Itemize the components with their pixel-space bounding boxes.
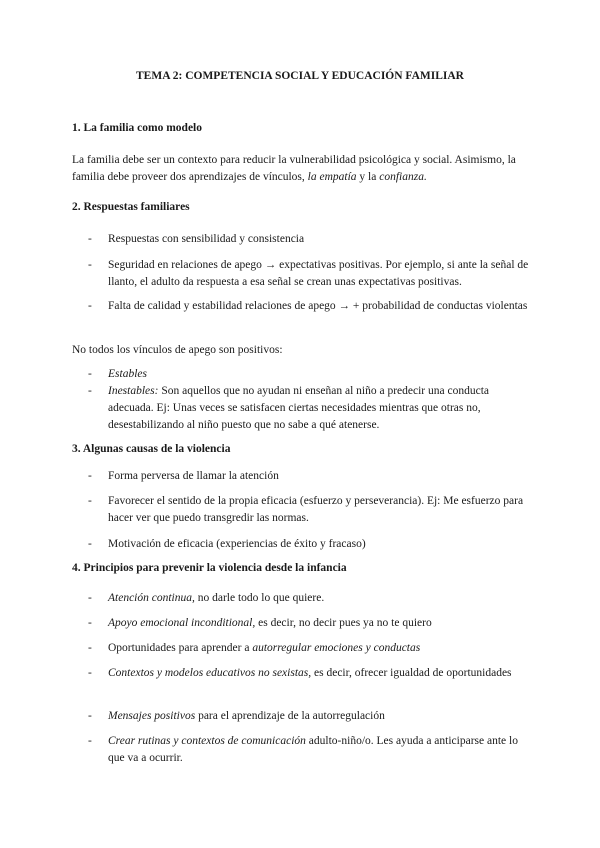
list-item-text: [108, 708, 533, 725]
list-item: [88, 366, 533, 383]
list-item: [88, 640, 533, 657]
bullet-dash: -: [88, 495, 92, 507]
estables-emphasis: Estables: [108, 368, 147, 380]
attachment-note: No todos los vínculos de apego son positivos:: [72, 344, 283, 356]
section-1-paragraph: [72, 152, 532, 186]
section-1-connector: y la: [356, 171, 380, 183]
list-item: [88, 231, 533, 248]
principle-emphasis: Apoyo emocional inconditional,: [108, 617, 256, 629]
section-3-heading: 3. Algunas causas de la violencia: [72, 443, 231, 455]
list-item: [88, 298, 533, 315]
list-item: [88, 665, 533, 682]
list-item-text: Seguridad en relaciones de apego → expectativas positivas. Por ejemplo, si ante la señal de llanto, el adulto da respuesta a esa señal se crean unas expectativas positivas.: [108, 259, 529, 288]
principle-emphasis: autorregular emociones y conductas: [252, 642, 421, 654]
list-item-text: [108, 615, 533, 632]
bullet-dash: -: [88, 642, 92, 654]
principle-text: es decir, no decir pues ya no te quiero: [255, 617, 432, 629]
list-item-text: Favorecer el sentido de la propia eficacia (esfuerzo y perseverancia). Ej: Me esfuerzo para hacer ver que puedo transgredir las normas.: [108, 495, 524, 524]
bullet-dash: -: [88, 233, 92, 245]
principle-emphasis: Contextos y modelos educativos no sexistas,: [108, 667, 312, 679]
principle-emphasis: Mensajes positivos: [108, 710, 196, 722]
inestables-text: Son aquellos que no ayudan ni enseñan al niño a predecir una conducta adecuada. Ej: Unas veces se satisfacen ciertas necesidades mientras que otras no, desestabilizando al niño puesto que no sabe a qué atenerse.: [108, 385, 489, 431]
list-item: [88, 708, 533, 725]
principle-text: Oportunidades para aprender a: [108, 642, 253, 654]
inestables-emphasis: Inestables:: [108, 385, 159, 397]
bullet-dash: -: [88, 667, 92, 679]
document-title: TEMA 2: COMPETENCIA SOCIAL Y EDUCACIÓN FAMILIAR: [136, 70, 464, 82]
list-item: [88, 536, 533, 553]
list-item-text: Forma perversa de llamar la atención: [108, 470, 279, 482]
principle-text: adulto-niño/o. Les ayuda a anticiparse ante lo que va a ocurrir.: [108, 735, 518, 764]
principle-emphasis: Crear rutinas y contextos de comunicación: [108, 735, 306, 747]
list-item: [88, 468, 533, 485]
list-item-text: Falta de calidad y estabilidad relaciones de apego → + probabilidad de conductas violentas: [108, 300, 528, 312]
empatia-emphasis: la empatía: [307, 171, 357, 183]
bullet-dash: -: [88, 617, 92, 629]
bullet-dash: -: [88, 368, 92, 380]
section-4-heading: 4. Principios para prevenir la violencia desde la infancia: [72, 562, 347, 574]
list-item: [88, 493, 533, 527]
bullet-dash: -: [88, 710, 92, 722]
list-item-text: [108, 366, 533, 383]
section-2-heading: 2. Respuestas familiares: [72, 201, 190, 213]
section-1-text: La familia debe ser un contexto para reducir la vulnerabilidad psicológica y social. Asimismo, la familia debe proveer dos aprendizajes de vínculos,: [72, 154, 516, 183]
list-item-text: [108, 665, 533, 682]
list-item-text: Respuestas con sensibilidad y consistencia: [108, 233, 305, 245]
bullet-dash: -: [88, 538, 92, 550]
bullet-dash: -: [88, 735, 92, 747]
list-item: [88, 257, 533, 291]
confianza-emphasis: confianza.: [379, 171, 427, 183]
list-item-text: [108, 733, 533, 767]
principle-text: es decir, ofrecer igualdad de oportunidades: [311, 667, 512, 679]
list-item-text: [108, 383, 533, 434]
list-item: [88, 615, 533, 632]
principle-text: para el aprendizaje de la autorregulación: [195, 710, 385, 722]
principle-text: no darle todo lo que quiere.: [194, 592, 325, 604]
principle-emphasis: Atención continua,: [108, 592, 195, 604]
list-item: [88, 733, 533, 767]
bullet-dash: -: [88, 592, 92, 604]
section-1-heading: 1. La familia como modelo: [72, 122, 202, 134]
bullet-dash: -: [88, 385, 92, 397]
bullet-dash: -: [88, 300, 92, 312]
bullet-dash: -: [88, 470, 92, 482]
list-item-text: [108, 590, 533, 607]
list-item-text: [108, 640, 533, 657]
list-item: [88, 383, 533, 434]
bullet-dash: -: [88, 259, 92, 271]
list-item-text: Motivación de eficacia (experiencias de éxito y fracaso): [108, 538, 366, 550]
list-item: [88, 590, 533, 607]
